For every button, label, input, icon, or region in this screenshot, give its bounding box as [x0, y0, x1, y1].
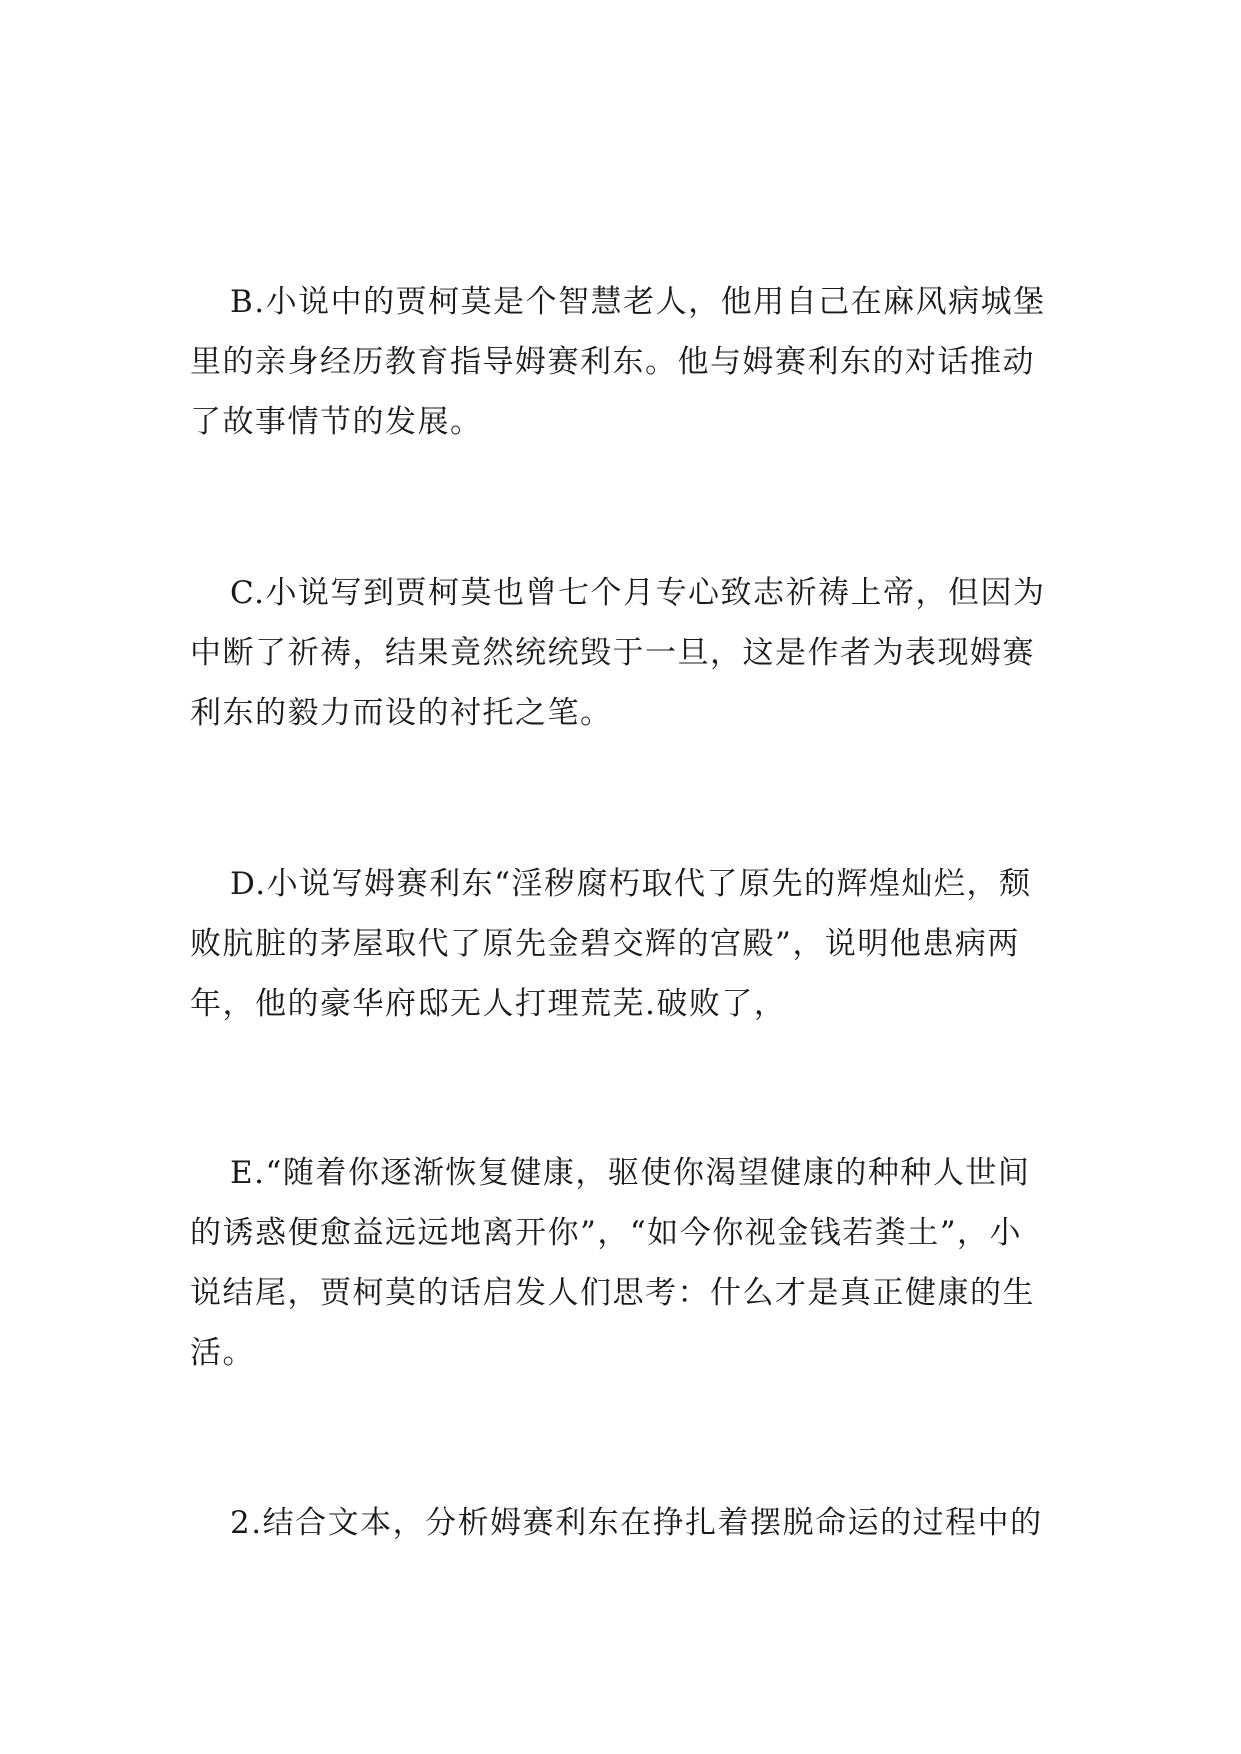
option-d-paragraph: D.小说写姆赛利东“淫秽腐朽取代了原先的辉煌灿烂，颓败肮脏的茅屋取代了原先金碧交辉的宫殿”，说明他患病两年，他的豪华府邸无人打理荒芜.破败了，: [190, 866, 1032, 1022]
question-2-paragraph: 2.结合文本，分析姆赛利东在挣扎着摆脱命运的过程中的: [230, 1505, 1043, 1541]
option-b-paragraph: B.小说中的贾柯莫是个智慧老人，他用自己在麻风病城堡里的亲身经历教育指导姆赛利东。他与姆赛利东的对话推动了故事情节的发展。: [190, 284, 1046, 440]
option-e-paragraph: E.“随着你逐渐恢复健康，驱使你渴望健康的种种人世间的诱惑便愈益远远地离开你”，“如今你视金钱若粪土”，小说结尾，贾柯莫的话启发人们思考：什么才是真正健康的生活。: [190, 1155, 1035, 1371]
option-c-paragraph: C.小说写到贾柯莫也曾七个月专心致志祈祷上帝，但因为中断了祈祷，结果竟然统统毁于一旦，这是作者为表现姆赛利东的毅力而设的衬托之笔。: [190, 575, 1046, 731]
